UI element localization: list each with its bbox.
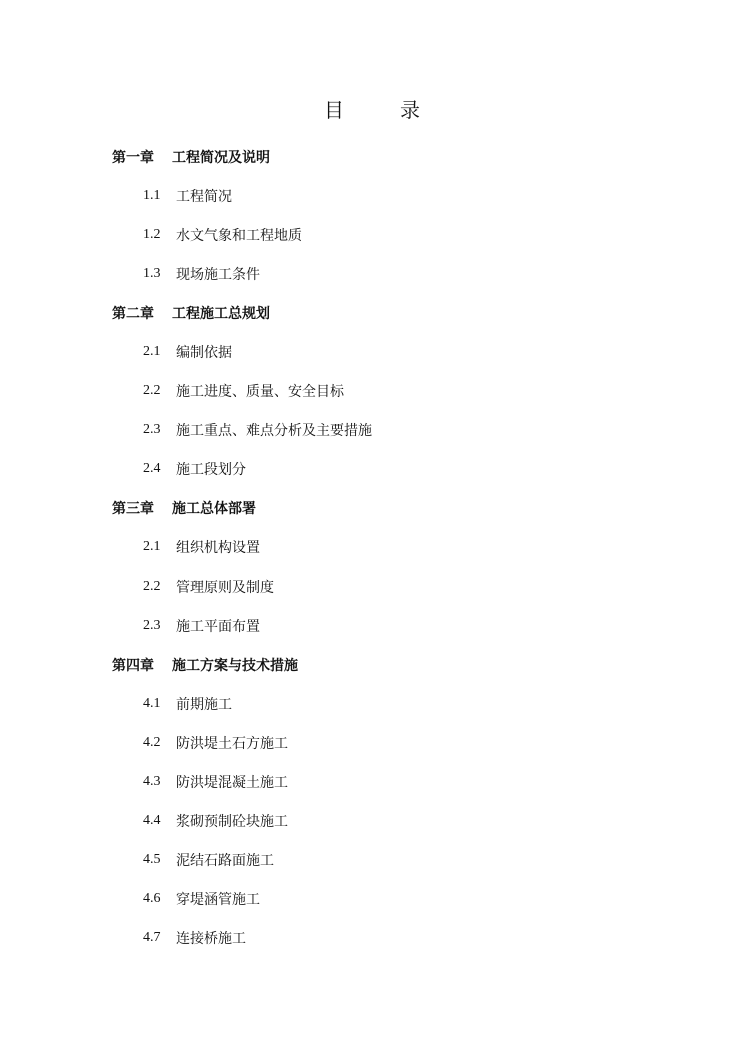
section-title: 现场施工条件: [176, 266, 260, 283]
toc-section-row: [0, 372, 744, 411]
section-title: 编制依据: [176, 345, 232, 362]
section-title: 水文气象和工程地质: [176, 227, 302, 244]
section-number: 4.5: [143, 852, 161, 868]
chapter-title: 工程简况及说明: [172, 149, 270, 166]
section-title: 施工重点、难点分析及主要措施: [176, 423, 372, 440]
toc-section-row: [0, 684, 744, 723]
toc-section-row: [0, 450, 744, 489]
toc-chapter-row: [0, 137, 744, 176]
section-number: 2.1: [143, 344, 161, 360]
section-number: 4.7: [143, 930, 161, 946]
toc-section-row: [0, 528, 744, 567]
section-number: 2.3: [143, 617, 161, 633]
section-title: 浆砌预制砼块施工: [176, 814, 288, 831]
section-title: 泥结石路面施工: [176, 853, 274, 870]
toc-section-row: [0, 411, 744, 450]
section-title: 前期施工: [176, 696, 232, 713]
section-title: 连接桥施工: [176, 931, 246, 948]
toc-section-row: [0, 723, 744, 762]
section-title: 施工进度、质量、安全目标: [176, 384, 344, 401]
chapter-number: 第四章: [112, 657, 154, 674]
toc-section-row: [0, 802, 744, 841]
section-title: 工程简况: [176, 188, 232, 205]
section-number: 4.4: [143, 813, 161, 829]
section-title: 防洪堤混凝土施工: [176, 775, 288, 792]
section-title: 穿堤涵管施工: [176, 892, 260, 909]
chapter-number: 第三章: [112, 501, 154, 518]
section-number: 1.2: [143, 226, 161, 242]
section-title: 组织机构设置: [176, 540, 260, 557]
section-number: 1.3: [143, 265, 161, 281]
section-number: 2.4: [143, 461, 161, 477]
toc-section-row: [0, 880, 744, 919]
section-number: 4.3: [143, 774, 161, 790]
section-title: 防洪堤土石方施工: [176, 735, 288, 752]
toc-section-row: [0, 332, 744, 371]
chapter-title: 工程施工总规划: [172, 305, 270, 322]
toc-title: 目 录: [324, 98, 438, 122]
toc-section-row: [0, 763, 744, 802]
toc-section-row: [0, 606, 744, 645]
section-title: 施工段划分: [176, 462, 246, 479]
toc-chapter-row: [0, 645, 744, 684]
section-title: 管理原则及制度: [176, 579, 274, 596]
chapter-title: 施工总体部署: [172, 501, 256, 518]
section-number: 4.6: [143, 891, 161, 907]
toc-section-row: [0, 919, 744, 958]
chapter-number: 第二章: [112, 305, 154, 322]
toc-list: [0, 137, 744, 958]
section-number: 4.2: [143, 734, 161, 750]
toc-section-row: [0, 176, 744, 215]
section-number: 2.2: [143, 578, 161, 594]
section-number: 1.1: [143, 187, 161, 203]
toc-section-row: [0, 841, 744, 880]
section-number: 2.1: [143, 539, 161, 555]
section-number: 2.2: [143, 383, 161, 399]
toc-section-row: [0, 567, 744, 606]
chapter-number: 第一章: [112, 149, 154, 166]
toc-chapter-row: [0, 489, 744, 528]
chapter-title: 施工方案与技术措施: [172, 657, 298, 674]
section-title: 施工平面布置: [176, 618, 260, 635]
section-number: 2.3: [143, 422, 161, 438]
toc-section-row: [0, 254, 744, 293]
toc-chapter-row: [0, 293, 744, 332]
toc-section-row: [0, 215, 744, 254]
section-number: 4.1: [143, 695, 161, 711]
